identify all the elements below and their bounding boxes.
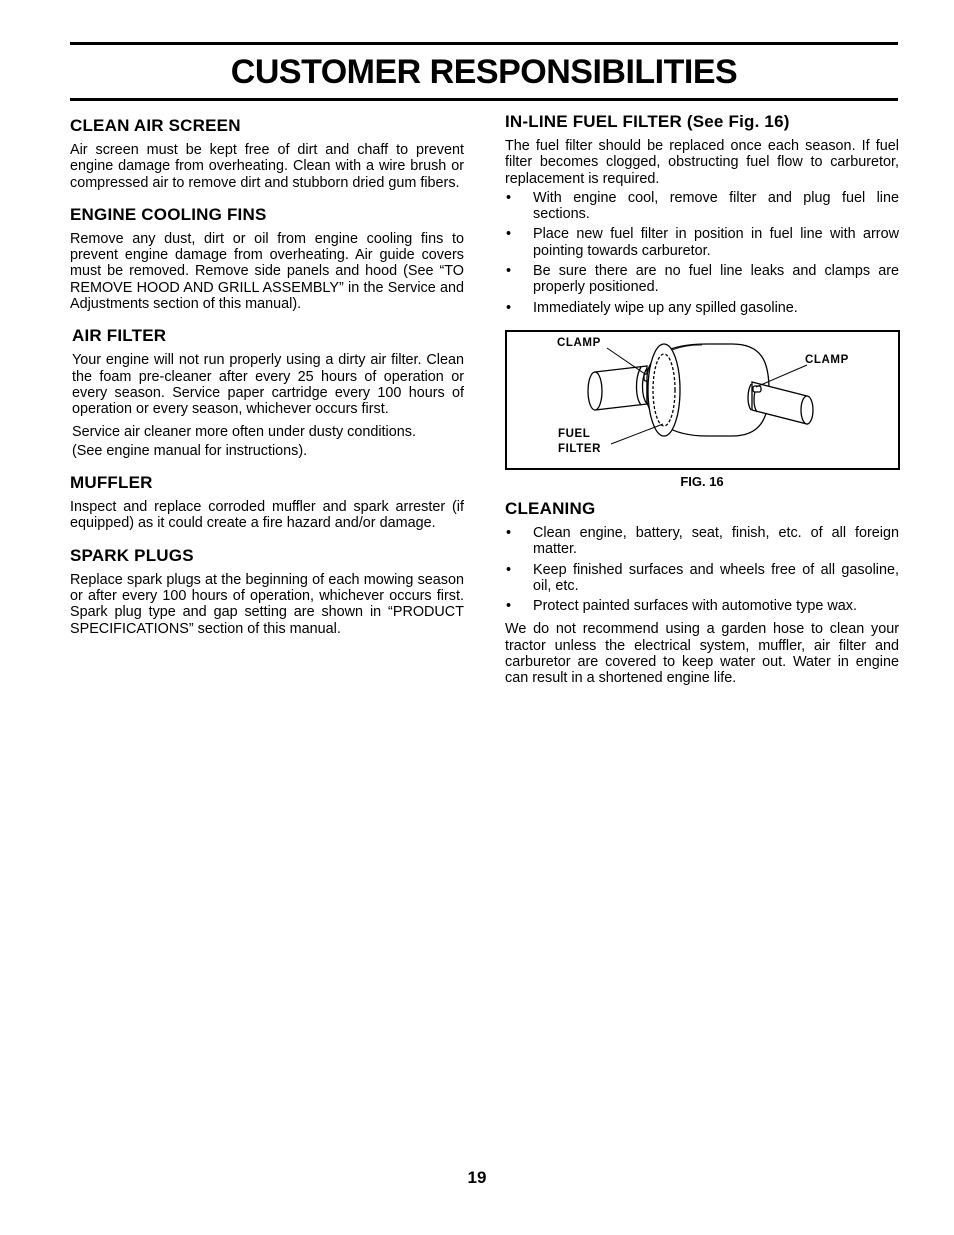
section-heading: AIR FILTER bbox=[72, 326, 167, 346]
clamp-label-right: CLAMP bbox=[805, 353, 849, 366]
list-item: • Place new fuel filter in position in fuel line with arrow pointing towards carburetor. bbox=[505, 226, 899, 259]
fuel-label: FUEL bbox=[558, 427, 591, 440]
section-air-filter bbox=[72, 326, 464, 459]
bullet-list bbox=[505, 190, 899, 316]
section-heading: MUFFLER bbox=[70, 473, 153, 493]
section-heading: CLEANING bbox=[505, 498, 596, 518]
section-heading: CLEAN AIR SCREEN bbox=[70, 116, 241, 135]
list-item: • Immediately wipe up any spilled gasoline. bbox=[505, 300, 899, 316]
clamp-label-left: CLAMP bbox=[557, 336, 601, 349]
figure-16-box bbox=[505, 330, 900, 470]
list-item: • Protect painted surfaces with automotive type wax. bbox=[505, 598, 899, 614]
section-spark-plugs bbox=[70, 546, 464, 637]
section-heading: SPARK PLUGS bbox=[70, 545, 194, 565]
section-note: (See engine manual for instructions). bbox=[72, 442, 308, 459]
header-rule-bottom bbox=[70, 98, 898, 101]
section-body: Your engine will not run properly using a dirty air filter. Clean the foam pre-cleaner after every 25 hours of operation or every season. Service paper cartridge every 100 hours of operation or every season, whichever occurs first. bbox=[72, 352, 464, 418]
header-rule-top bbox=[70, 42, 898, 45]
list-item: • With engine cool, remove filter and plug fuel line sections. bbox=[505, 190, 899, 223]
section-clean-air-screen bbox=[70, 116, 464, 191]
section-body: Air screen must be kept free of dirt and chaff to prevent engine damage from overheating. Clean with a wire brush or compressed air to remove dirt and stubborn dried gum fibers. bbox=[70, 142, 464, 191]
page-number: 19 bbox=[467, 1168, 487, 1187]
section-body: The fuel filter should be replaced once each season. If fuel filter becomes clogged, obstructing fuel flow to carburetor, replacement is required. bbox=[505, 138, 899, 187]
list-item: • Keep finished surfaces and wheels free of all gasoline, oil, etc. bbox=[505, 562, 899, 595]
page-title: CUSTOMER RESPONSIBILITIES bbox=[230, 53, 738, 91]
list-item: • Be sure there are no fuel line leaks and clamps are properly positioned. bbox=[505, 263, 899, 296]
filter-label: FILTER bbox=[558, 442, 601, 455]
section-cleaning bbox=[505, 499, 899, 687]
section-heading: ENGINE COOLING FINS bbox=[70, 204, 267, 224]
section-engine-cooling-fins bbox=[70, 205, 464, 312]
bullet-list bbox=[505, 525, 899, 614]
section-body: Remove any dust, dirt or oil from engine cooling fins to prevent engine damage from overheating. Air guide covers must be removed. Remove side panels and hood (See “TO REMOVE HOOD AND GRILL ASSEMBLY” in the Service and Adjustments section of this manual). bbox=[70, 230, 464, 313]
right-column bbox=[505, 112, 899, 701]
section-fuel-filter bbox=[505, 112, 899, 316]
section-body: Replace spark plugs at the beginning of each mowing season or after every 100 hours of operation, whichever occurs first. Spark plug type and gap setting are shown in “PRODUCT SPECIFICATIONS” section of this manual. bbox=[70, 571, 464, 637]
section-body: We do not recommend using a garden hose to clean your tractor unless the electrical system, muffler, air filter and carburetor are covered to keep water out. Water in engine can result in a shortened engine life. bbox=[505, 621, 899, 687]
section-muffler bbox=[70, 473, 464, 532]
left-column bbox=[70, 116, 464, 651]
section-body: Inspect and replace corroded muffler and spark arrester (if equipped) as it could create a fire hazard and/or damage. bbox=[70, 499, 464, 532]
section-heading: IN-LINE FUEL FILTER (See Fig. 16) bbox=[505, 112, 790, 131]
list-item: • Clean engine, battery, seat, finish, etc. of all foreign matter. bbox=[505, 525, 899, 558]
section-note: Service air cleaner more often under dusty conditions. bbox=[72, 423, 416, 440]
figure-caption: FIG. 16 bbox=[680, 473, 724, 489]
